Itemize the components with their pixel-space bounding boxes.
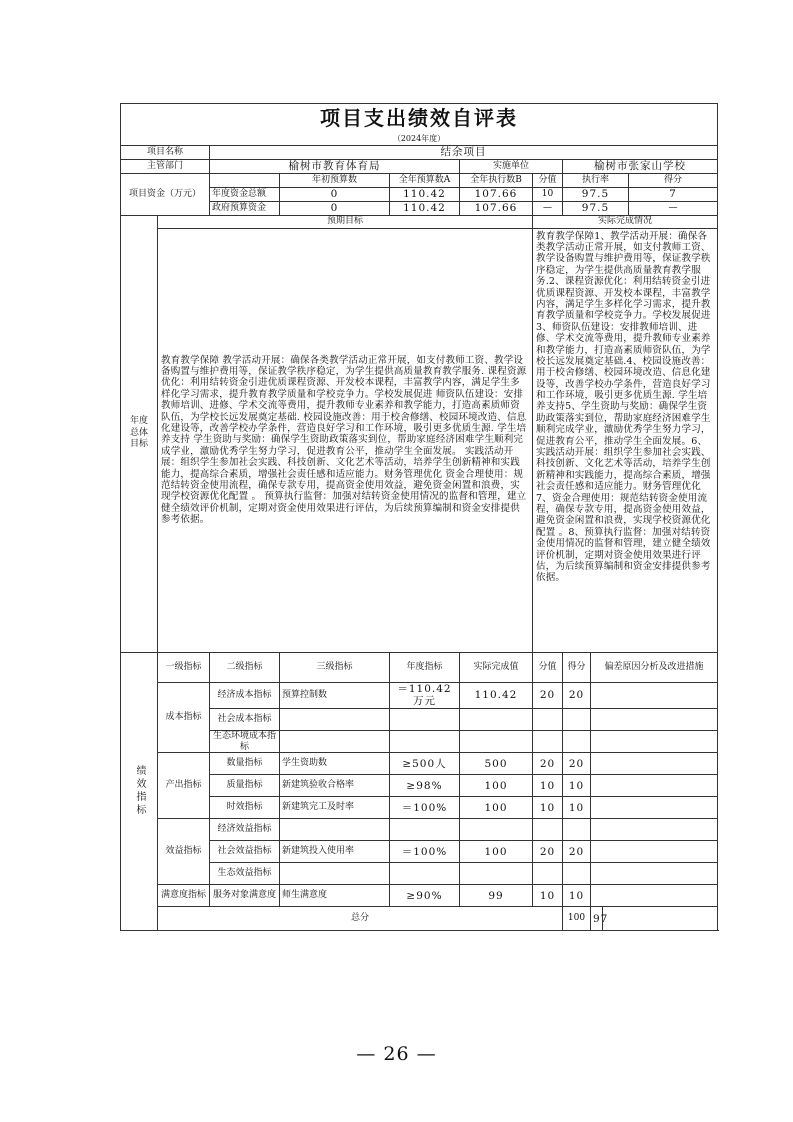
output-score: 20 bbox=[563, 753, 591, 775]
performance-evaluation-sheet bbox=[120, 103, 717, 955]
cost-indicator: 成本指标 bbox=[158, 682, 210, 753]
output-indicator: 产出指标 bbox=[158, 753, 210, 819]
annual-goal-label bbox=[121, 215, 158, 652]
expected-goal-text: 教育教学保障 教学活动开展：确保各类教学活动正常开展，如支付教师工资、教学设备购置与维护费用等，保证教学秩序稳定，为学生提供高质量教育教学服务. 课程资源优化：利用结转资金引进优质课程资源、开发校本课程，丰富教学内容，满足学生多样化学习需求，提升教育教学质量和学校竞争力。学校发展促进 师资队伍建设：安排教师培训、进修、学术交流等费用，提升教师专业素养和教学能力，打造高素质师资队伍，为学校长远发展奠定基础. 校园设施改善：用于校舍修缮、校园环境改造、信息化建设等，改善学校办学条件，营造良好学习和工作环境，吸引更多优质生源. 学生培养支持 学生资助与奖励：确保学生资助政策落实到位，帮助家庭经济困难学生顺利完成学业，激励优秀学生努力学习，促进教育公平，推动学生全面发展。 实践活动开展：组织学生参加社会实践、科技创新、文化艺术等活动，培养学生创新精神和实践能力，提高综合素质，增强社会责任感和适应能力。财务管理优化 资金合理使用：规范结转资金使用流程，确保专款专用，提高资金使用效益，避免资金闲置和浪费，实现学校资源优化配置 。 预算执行监督：加强对结转资金使用情况的监督和管理，建立健全绩效评价机制，定期对资金使用效果进行评估，为后续预算编制和资金安排提供参考依据。 bbox=[158, 228, 533, 652]
cost-note bbox=[591, 708, 718, 730]
output-weight: 10 bbox=[533, 797, 563, 819]
funds-initial: 0 bbox=[280, 201, 390, 215]
project-name-value: 结余项目 bbox=[210, 146, 718, 160]
project-name-label: 项目名称 bbox=[121, 146, 210, 160]
cost-weight: 20 bbox=[533, 682, 563, 708]
cost-weight bbox=[533, 730, 563, 753]
satisfaction-l3: 师生满意度 bbox=[280, 885, 390, 907]
satisfaction-l2: 服务对象满意度 bbox=[210, 885, 280, 907]
perf-header-score: 得分 bbox=[563, 652, 591, 682]
cost-note bbox=[591, 682, 718, 708]
funds-annual: 110.42 bbox=[390, 187, 460, 201]
cost-l3 bbox=[280, 708, 390, 730]
output-l2: 数量指标 bbox=[210, 753, 280, 775]
output-note bbox=[591, 775, 718, 797]
cost-l2: 生态环境成本指标 bbox=[210, 730, 280, 753]
perf-header-l2: 二级指标 bbox=[210, 652, 280, 682]
funds-header-weight: 分值 bbox=[533, 173, 563, 187]
output-actual: 100 bbox=[460, 797, 533, 819]
perf-header-target: 年度指标 bbox=[390, 652, 460, 682]
page-number: — 26 — bbox=[356, 1043, 437, 1065]
output-l3: 新建筑完工及时率 bbox=[280, 797, 390, 819]
funds-weight: — bbox=[533, 201, 563, 215]
satisfaction-weight: 10 bbox=[533, 885, 563, 907]
benefit-note bbox=[591, 819, 718, 841]
benefit-weight bbox=[533, 819, 563, 841]
satisfaction-target: ≥90% bbox=[390, 885, 460, 907]
benefit-l2: 经济效益指标 bbox=[210, 819, 280, 841]
cost-l2: 经济成本指标 bbox=[210, 682, 280, 708]
benefit-weight bbox=[533, 863, 563, 885]
total-note bbox=[603, 907, 718, 931]
benefit-l2: 生态效益指标 bbox=[210, 863, 280, 885]
funds-score: 7 bbox=[629, 187, 718, 201]
benefit-indicator: 效益指标 bbox=[158, 819, 210, 885]
perf-header-l1: 一级指标 bbox=[158, 652, 210, 682]
funds-header-annual: 全年预算数A bbox=[390, 173, 460, 187]
cost-weight bbox=[533, 708, 563, 730]
funds-executed: 107.66 bbox=[460, 201, 533, 215]
perf-header-actual: 实际完成值 bbox=[460, 652, 533, 682]
output-score: 10 bbox=[563, 775, 591, 797]
dept-label: 主管部门 bbox=[121, 159, 210, 173]
output-note bbox=[591, 797, 718, 819]
benefit-actual bbox=[460, 863, 533, 885]
benefit-note bbox=[591, 863, 718, 885]
annual-goal-label-text: 年度总体目标 bbox=[129, 416, 148, 450]
benefit-l3: 新建筑投入使用率 bbox=[280, 841, 390, 863]
output-target: ≥500人 bbox=[390, 753, 460, 775]
cost-l2: 社会成本指标 bbox=[210, 708, 280, 730]
funds-rate: 97.5 bbox=[563, 201, 629, 215]
total-score: 97 bbox=[591, 907, 603, 931]
cost-actual bbox=[460, 730, 533, 753]
output-weight: 20 bbox=[533, 753, 563, 775]
benefit-note bbox=[591, 841, 718, 863]
cost-actual bbox=[460, 708, 533, 730]
output-l2: 质量指标 bbox=[210, 775, 280, 797]
output-target: ≥98% bbox=[390, 775, 460, 797]
funds-executed: 107.66 bbox=[460, 187, 533, 201]
perf-header-weight: 分值 bbox=[533, 652, 563, 682]
output-target: ＝100% bbox=[390, 797, 460, 819]
expected-goal-header: 预期目标 bbox=[158, 215, 533, 228]
output-score: 10 bbox=[563, 797, 591, 819]
cost-score bbox=[563, 708, 591, 730]
output-actual: 100 bbox=[460, 775, 533, 797]
funds-annual: 110.42 bbox=[390, 201, 460, 215]
total-label: 总分 bbox=[158, 907, 563, 931]
output-l3: 学生资助数 bbox=[280, 753, 390, 775]
benefit-score: 20 bbox=[563, 841, 591, 863]
funds-weight: 10 bbox=[533, 187, 563, 201]
funds-blank-header bbox=[210, 173, 280, 187]
funds-label: 项目资金（万元） bbox=[121, 173, 210, 215]
year-label: （2024年度） bbox=[121, 132, 718, 146]
impl-unit-label: 实施单位 bbox=[460, 159, 563, 173]
output-l2: 时效指标 bbox=[210, 797, 280, 819]
cost-note bbox=[591, 730, 718, 753]
cost-actual: 110.42 bbox=[460, 682, 533, 708]
benefit-l2: 社会效益指标 bbox=[210, 841, 280, 863]
satisfaction-score: 10 bbox=[563, 885, 591, 907]
cost-score bbox=[563, 730, 591, 753]
funds-initial: 0 bbox=[280, 187, 390, 201]
funds-header-rate: 执行率 bbox=[563, 173, 629, 187]
benefit-weight: 20 bbox=[533, 841, 563, 863]
actual-result-text: 教育教学保障1、教学活动开展：确保各类教学活动正常开展，如支付教师工资、教学设备购置与维护费用等，保证教学秩序稳定，为学生提供高质量教育教学服务.2、课程资源优化：利用结转资金引进优质课程资源、开发校本课程，丰富教学内容，满足学生多样化学习需求，提升教育教学质量和学校竞争力。学校发展促进3、师资队伍建设：安排教师培训、进修、学术交流等费用，提升教师专业素养和教学能力，打造高素质师资队伍，为学校长远发展奠定基础.4、校园设施改善：用于校舍修缮、校园环境改造、信息化建设等，改善学校办学条件，营造良好学习和工作环境，吸引更多优质生源. 学生培养支持5、学生资助与奖励：确保学生资助政策落实到位，帮助家庭经济困难学生顺利完成学业，激励优秀学生努力学习，促进教育公平，推动学生全面发展。6、实践活动开展：组织学生参加社会实践、科技创新、文化艺术等活动，培养学生创新精神和实践能力，提高综合素质，增强社会责任感和适应能力。财务管理优化7、资金合理使用：规范结转资金使用流程，确保专款专用，提高资金使用效益，避免资金闲置和浪费，实现学校资源优化配置 。8、预算执行监督：加强对结转资金使用情况的监督和管理，建立健全绩效评价机制，定期对资金使用效果进行评估，为后续预算编制和资金安排提供参考依据。 bbox=[533, 228, 718, 652]
total-weight: 100 bbox=[563, 907, 591, 931]
dept-value: 榆树市教育体育局 bbox=[210, 159, 460, 173]
output-note bbox=[591, 753, 718, 775]
output-weight: 10 bbox=[533, 775, 563, 797]
perf-label-cell bbox=[121, 652, 158, 931]
impl-unit-value: 榆树市张家山学校 bbox=[563, 159, 718, 173]
cost-score: 20 bbox=[563, 682, 591, 708]
evaluation-table bbox=[120, 103, 718, 931]
benefit-target: ＝100% bbox=[390, 841, 460, 863]
cost-target: ＝110.42万元 bbox=[390, 682, 460, 708]
perf-label: 绩效指标 bbox=[134, 765, 145, 818]
funds-score: — bbox=[629, 201, 718, 215]
funds-row-name: 年度资金总额 bbox=[210, 187, 280, 201]
funds-header-executed: 全年执行数B bbox=[460, 173, 533, 187]
perf-header-l3: 三级指标 bbox=[280, 652, 390, 682]
funds-rate: 97.5 bbox=[563, 187, 629, 201]
benefit-score bbox=[563, 863, 591, 885]
funds-row-name: 政府预算资金 bbox=[210, 201, 280, 215]
satisfaction-note bbox=[591, 885, 718, 907]
cost-l3: 预算控制数 bbox=[280, 682, 390, 708]
benefit-l3 bbox=[280, 863, 390, 885]
benefit-actual: 100 bbox=[460, 841, 533, 863]
benefit-target bbox=[390, 863, 460, 885]
cost-l3 bbox=[280, 730, 390, 753]
satisfaction-indicator: 满意度指标 bbox=[158, 885, 210, 907]
perf-header-note: 偏差原因分析及改进措施 bbox=[591, 652, 718, 682]
benefit-actual bbox=[460, 819, 533, 841]
output-actual: 500 bbox=[460, 753, 533, 775]
benefit-target bbox=[390, 819, 460, 841]
funds-header-initial: 年初预算数 bbox=[280, 173, 390, 187]
cost-target bbox=[390, 730, 460, 753]
output-l3: 新建筑验收合格率 bbox=[280, 775, 390, 797]
satisfaction-actual: 99 bbox=[460, 885, 533, 907]
page-title: 项目支出绩效自评表 bbox=[121, 104, 718, 133]
benefit-score bbox=[563, 819, 591, 841]
benefit-l3 bbox=[280, 819, 390, 841]
funds-header-score: 得分 bbox=[629, 173, 718, 187]
actual-result-header: 实际完成情况 bbox=[533, 215, 718, 228]
cost-target bbox=[390, 708, 460, 730]
